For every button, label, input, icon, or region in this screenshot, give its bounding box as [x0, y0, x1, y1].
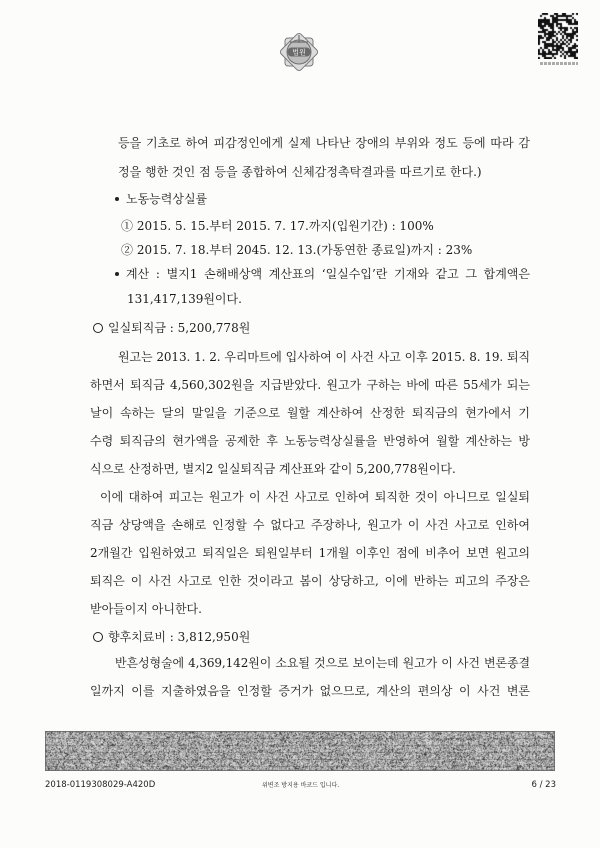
- body-text-line: 직금 상당액을 손해로 인정할 수 없다고 주장하나, 원고가 이 사건 사고로 인하여: [90, 518, 530, 532]
- body-text-line: 정을 행한 것인 점 등을 종합하여 신체감정촉탁결과를 따르기로 한다.): [118, 165, 482, 179]
- labor-loss-item: ① 2015. 5. 15.부터 2015. 7. 17.까지(입원기간) : 100%: [121, 219, 434, 233]
- body-text-line: 날이 속하는 달의 말일을 기준으로 월할 계산하여 산정한 퇴직금의 현가에서 기: [90, 406, 530, 420]
- circle-bullet-icon: [93, 323, 103, 333]
- court-emblem-icon: [276, 29, 322, 75]
- body-text-line: 2개월간 입원하였고 퇴직일은 퇴원일부터 1개월 이후인 점에 비추어 보면 원고의: [90, 546, 530, 560]
- body-text-line: 수령 퇴직금의 현가액을 공제한 후 노동능력상실률을 반영하여 월할 계산하는 방: [90, 434, 530, 448]
- body-text-line: 반흔성형술에 4,369,142원이 소요될 것으로 보이는데 원고가 이 사건 변론종결: [115, 656, 530, 670]
- body-text-line: 등을 기초로 하여 피감정인에게 실제 나타난 장애의 부위와 정도 등에 따라 감: [118, 136, 530, 150]
- security-barcode-strip: [45, 731, 555, 771]
- labor-loss-item: ② 2015. 7. 18.부터 2045. 12. 13.(가동연한 종료일)까지 : 23%: [121, 243, 473, 257]
- calculation-total: 131,417,139원이다.: [127, 292, 242, 306]
- bullet-dot-icon: [115, 272, 119, 276]
- bullet-dot-icon: [115, 197, 119, 201]
- body-text-line: 식으로 산정하면, 별지2 일실퇴직금 계산표와 같이 5,200,778원이다.: [90, 462, 456, 476]
- page-indicator: 6 / 23: [531, 780, 556, 790]
- body-text-line: 원고는 2013. 1. 2. 우리마트에 입사하여 이 사건 사고 이후 2015. 8. 19. 퇴직: [118, 350, 530, 364]
- calculation-line: 계산 : 별지1 손해배상액 계산표의 ‘일실수입’란 기재와 같고 그 합계액은: [126, 267, 530, 281]
- body-text-line: 받아들이지 아니한다.: [90, 602, 202, 616]
- qr-caption-mark: [540, 62, 578, 65]
- lost-retirement-heading: 일실퇴직금 : 5,200,778원: [108, 321, 251, 335]
- body-text-line: 퇴직은 이 사건 사고로 인한 것이라고 봄이 상당하고, 이에 반하는 피고의 주장은: [90, 574, 530, 588]
- circle-bullet-icon: [93, 632, 103, 642]
- labor-loss-heading: 노동능력상실률: [126, 192, 208, 206]
- body-text-line: 하면서 퇴직금 4,560,302원을 지급받았다. 원고가 구하는 바에 따른 55세가 되는: [90, 378, 530, 392]
- body-text-line: 일까지 이를 지출하였음을 인정할 증거가 없으므로, 계산의 편의상 이 사건 변론: [90, 684, 530, 698]
- barcode-note: 위변조 방지용 바코드 입니다.: [262, 782, 340, 789]
- emblem-label: 법원: [292, 48, 306, 57]
- qr-code-icon: [538, 13, 578, 59]
- future-treatment-heading: 향후치료비 : 3,812,950원: [108, 630, 251, 644]
- body-text-line: 이에 대하여 피고는 원고가 이 사건 사고로 인하여 퇴직한 것이 아니므로 일실퇴: [100, 490, 530, 504]
- document-id: 2018-0119308029-A420D: [45, 780, 156, 790]
